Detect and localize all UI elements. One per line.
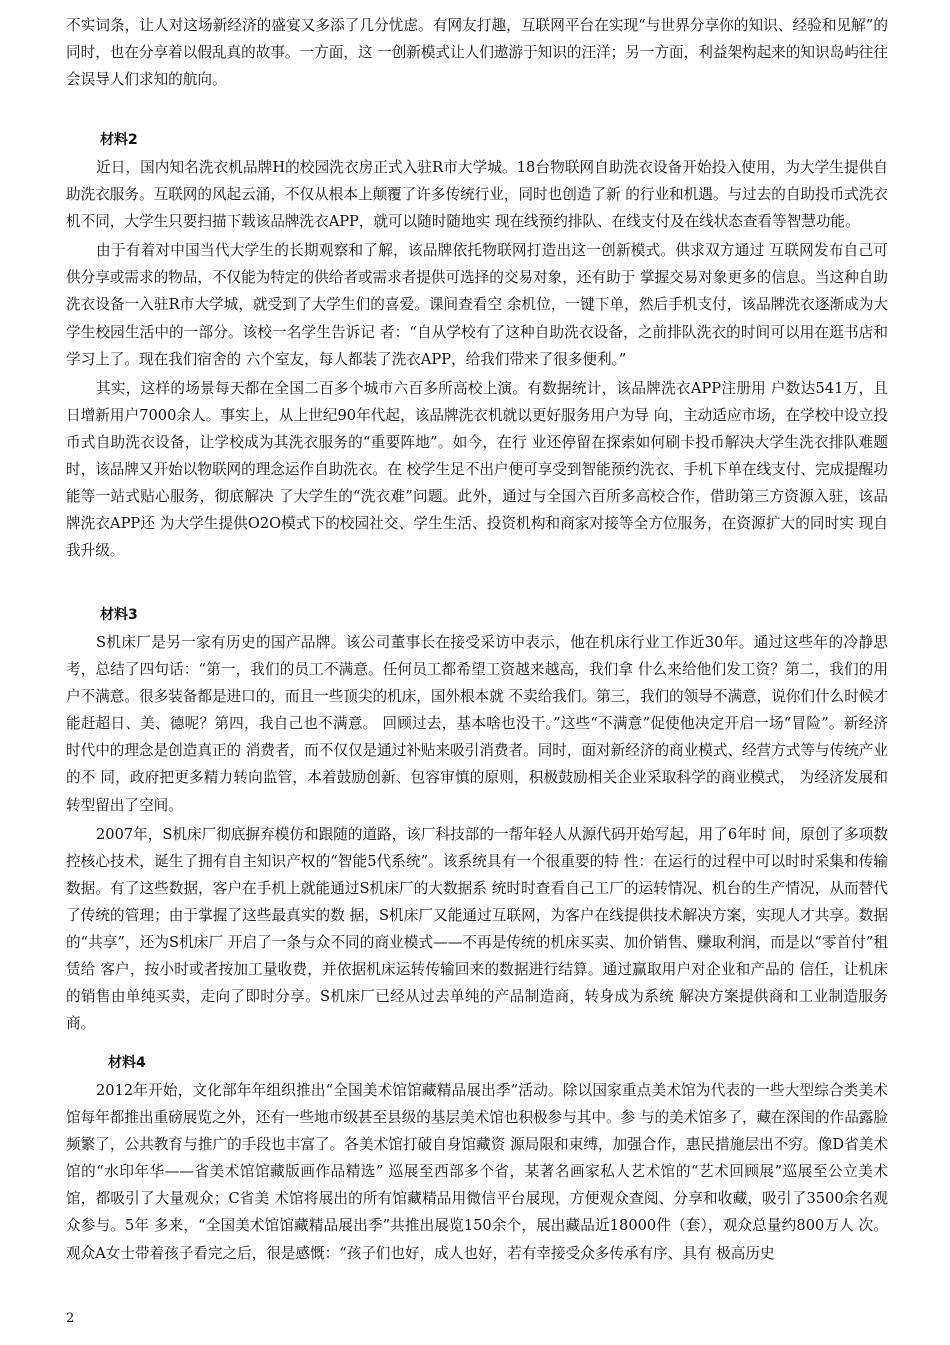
- material2-block: [66, 154, 888, 564]
- material4-block: [66, 1077, 888, 1267]
- material3-block: [66, 629, 888, 1037]
- material3-heading: 材料3: [100, 607, 138, 623]
- material3-paragraph: 2007年，S机床厂彻底摒弃模仿和跟随的道路，该厂科技部的一帮年轻人从源代码开始写起，用了6年时 间，原创了多项数控核心技术，诞生了拥有自主知识产权的“智能5代系统”。该系统具有一个很重要的特 性：在运行的过程中可以时时采集和传输数据。有了这些数据，客户在手机上就能通过S机床厂的大数据系 统时时查看自己工厂的运转情况、机台的生产情况，从而替代了传统的管理；由于掌握了这些最真实的数 据，S机床厂又能通过互联网，为客户在线提供技术解决方案，实现人才共享。数据的“共享”，还为S机床厂 开启了一条与众不同的商业模式——不再是传统的机床买卖、加价销售、赚取利润，而是以“零首付”租赁给 客户，按小时或者按加工量收费，并依据机床运转传输回来的数据进行结算。通过赢取用户对企业和产品的 信任，让机床的销售由单纯买卖，走向了即时分享。S机床厂已经从过去单纯的产品制造商，转身成为系统 解决方案提供商和工业制造服务商。: [66, 825, 888, 1033]
- material2-paragraph: 其实，这样的场景每天都在全国二百多个城市六百多所高校上演。有数据统计，该品牌洗衣APP注册用 户数达541万，且日增新用户7000余人。事实上，从上世纪90年代起，该品牌洗衣机就以更好服务用户为导 向，主动适应市场，在学校中设立投币式自助洗衣设备，让学校成为其洗衣服务的“重要阵地”。如今，在行 业还停留在探索如何刷卡投币解决大学生洗衣排队难题时，该品牌又开始以物联网的理念运作自助洗衣。在 校学生足不出户便可享受到智能预约洗衣、手机下单在线支付、完成提醒功能等一站式贴心服务，彻底解决 了大学生的“洗衣难”问题。此外，通过与全国六百所多高校合作，借助第三方资源入驻，该品牌洗衣APP还 为大学生提供O2O模式下的校园社交、学生生活、投资机构和商家对接等全方位服务，在资源扩大的同时实 现自我升级。: [66, 379, 888, 560]
- intro-block: [66, 12, 888, 93]
- material4-paragraph: 2012年开始，文化部年年组织推出“全国美术馆馆藏精品展出季”活动。除以国家重点美术馆为代表的一些大型综合类美术馆每年都推出重磅展览之外，还有一些地市级甚至县级的基层美术馆也积极参与其中。参 与的美术馆多了，藏在深闺的作品露脸频繁了，公共教育与推广的手段也丰富了。各美术馆打破自身馆藏资 源局限和束缚，加强合作，惠民措施层出不穷。像D省美术馆的“水印年华——省美术馆馆藏版画作品精选” 巡展至西部多个省，某著名画家私人艺术馆的“艺术回顾展”巡展至公立美术馆，都吸引了大量观众；C省美 术馆将展出的所有馆藏精品用微信平台展现，方便观众查阅、分享和收藏，吸引了3500余名观众参与。5年 多来，“全国美术馆馆藏精品展出季”共推出展览150余个，展出藏品近18000件（套），观众总量约800万人 次。观众A女士带着孩子看完之后，很是感慨：“孩子们也好，成人也好，若有幸接受众多传承有序、具有 极高历史: [66, 1082, 888, 1262]
- material2-paragraph: 由于有着对中国当代大学生的长期观察和了解，该品牌依托物联网打造出这一创新模式。供求双方通过 互联网发布自己可供分享或需求的物品，不仅能为特定的供给者或需求者提供可选择的交易对象，还有助于 掌握交易对象更多的信息。当这种自助洗衣设备一入驻R市大学城，就受到了大学生们的喜爱。课间查看空 余机位，一键下单，然后手机支付，该品牌洗衣逐渐成为大学生校园生活中的一部分。该校一名学生告诉记 者：“自从学校有了这种自助洗衣设备，之前排队洗衣的时间可以用在逛书店和学习上了。现在我们宿舍的 六个室友，每人都装了洗衣APP，给我们带来了很多便利。”: [66, 242, 888, 368]
- intro-paragraph: 不实词条，让人对这场新经济的盛宴又多添了几分忧虑。有网友打趣，互联网平台在实现“与世界分享你的知识、经验和见解”的同时，也在分享着以假乱真的故事。一方面，这 一创新模式让人们遨游于知识的汪洋；另一方面，利益架构起来的知识岛屿往往会误导人们求知的航向。: [66, 17, 888, 89]
- page-number: 2: [66, 1311, 75, 1326]
- material2-heading: 材料2: [100, 132, 138, 148]
- material4-heading: 材料4: [108, 1055, 146, 1071]
- material2-paragraph: 近日，国内知名洗衣机品牌H的校园洗衣房正式入驻R市大学城。18台物联网自助洗衣设备开始投入使用，为大学生提供自助洗衣服务。互联网的风起云涌，不仅从根本上颠覆了许多传统行业，同时也创造了新 的行业和机遇。与过去的自助投币式洗衣机不同，大学生只要扫描下载该品牌洗衣APP，就可以随时随地实 现在线预约排队、在线支付及在线状态查看等智慧功能。: [66, 159, 888, 231]
- material3-paragraph: S机床厂是另一家有历史的国产品牌。该公司董事长在接受采访中表示，他在机床行业工作近30年。通过这些年的冷静思考，总结了四句话：“第一，我们的员工不满意。任何员工都希望工资越来越高，我们拿 什么来给他们发工资？第二，我们的用户不满意。很多装备都是进口的，而且一些顶尖的机床，国外根本就 不卖给我们。第三，我们的领导不满意，说你们什么时候才能赶超日、美、德呢？第四，我自己也不满意。 回顾过去，基本啥也没干。”这些“不满意”促使他决定开启一场“冒险”。新经济时代中的理念是创造真正的 消费者，而不仅仅是通过补贴来吸引消费者。同时，面对新经济的商业模式、经营方式等与传统产业的不 同，政府把更多精力转向监管，本着鼓励创新、包容审慎的原则，积极鼓励相关企业采取科学的商业模式， 为经济发展和转型留出了空间。: [66, 634, 888, 814]
